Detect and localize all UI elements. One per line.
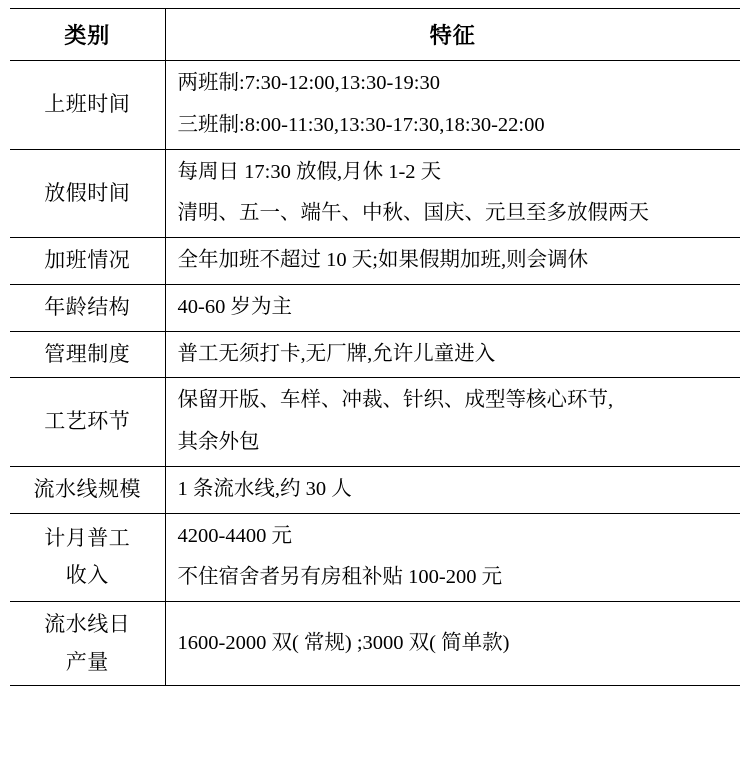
row-value-line: 清明、五一、端午、中秋、国庆、元旦至多放假两天 bbox=[177, 202, 649, 225]
row-label bbox=[10, 149, 165, 238]
row-label bbox=[10, 466, 165, 513]
row-label bbox=[10, 238, 165, 285]
row-label-line: 工艺环节 bbox=[44, 409, 131, 434]
document-page bbox=[0, 8, 750, 764]
row-value-line: 1 条流水线,约 30 人 bbox=[177, 477, 352, 500]
row-label-line: 流水线日 bbox=[44, 612, 131, 637]
row-label-line: 加班情况 bbox=[44, 248, 131, 273]
table-row bbox=[10, 466, 740, 513]
row-label-line: 上班时间 bbox=[44, 92, 131, 117]
table-row bbox=[10, 61, 740, 150]
row-value-line: 普工无须打卡,无厂牌,允许儿童进入 bbox=[177, 342, 496, 365]
row-value bbox=[165, 513, 740, 602]
row-value bbox=[165, 466, 740, 513]
row-value bbox=[165, 284, 740, 331]
row-value bbox=[165, 378, 740, 467]
row-value-line: 两班制:7:30-12:00,13:30-19:30 bbox=[177, 72, 441, 94]
row-value bbox=[165, 238, 740, 285]
table-header-row bbox=[10, 9, 740, 61]
row-label-line: 放假时间 bbox=[44, 180, 131, 205]
row-label-line: 管理制度 bbox=[44, 341, 131, 366]
row-label-line: 年龄结构 bbox=[44, 294, 131, 319]
row-value-line: 4200-4400 元 bbox=[177, 524, 292, 547]
row-label bbox=[10, 284, 165, 331]
row-value bbox=[165, 149, 740, 238]
row-value-line: 1600-2000 双( 常规) ;3000 双( 简单款) bbox=[177, 631, 510, 654]
row-value-line: 其余外包 bbox=[177, 431, 260, 454]
row-value-line: 40-60 岁为主 bbox=[177, 295, 292, 318]
row-label bbox=[10, 513, 165, 602]
row-label bbox=[10, 61, 165, 150]
row-label-line: 计月普工 bbox=[44, 525, 131, 550]
row-value-line: 每周日 17:30 放假,月休 1-2 天 bbox=[177, 160, 442, 183]
row-value bbox=[165, 602, 740, 686]
row-value-line: 不住宿舍者另有房租补贴 100-200 元 bbox=[177, 566, 503, 589]
row-value bbox=[165, 61, 740, 150]
row-label bbox=[10, 331, 165, 378]
table-row bbox=[10, 602, 740, 686]
row-label-line: 收入 bbox=[65, 563, 109, 588]
column-header-feature: 特征 bbox=[165, 9, 740, 61]
table-row bbox=[10, 331, 740, 378]
characteristics-table bbox=[10, 8, 740, 686]
column-header-category: 类别 bbox=[10, 9, 165, 61]
row-label bbox=[10, 602, 165, 686]
table-row bbox=[10, 238, 740, 285]
table-row bbox=[10, 284, 740, 331]
row-value-line: 全年加班不超过 10 天;如果假期加班,则会调休 bbox=[177, 249, 589, 272]
table-row bbox=[10, 149, 740, 238]
row-value-line: 保留开版、车样、冲裁、针织、成型等核心环节, bbox=[177, 389, 614, 412]
row-label-line: 产量 bbox=[65, 649, 109, 674]
table-row bbox=[10, 513, 740, 602]
row-value bbox=[165, 331, 740, 378]
row-value-line: 三班制:8:00-11:30,13:30-17:30,18:30-22:00 bbox=[177, 113, 545, 136]
table-row bbox=[10, 378, 740, 467]
row-label bbox=[10, 378, 165, 467]
row-label-line: 流水线规模 bbox=[33, 477, 141, 502]
